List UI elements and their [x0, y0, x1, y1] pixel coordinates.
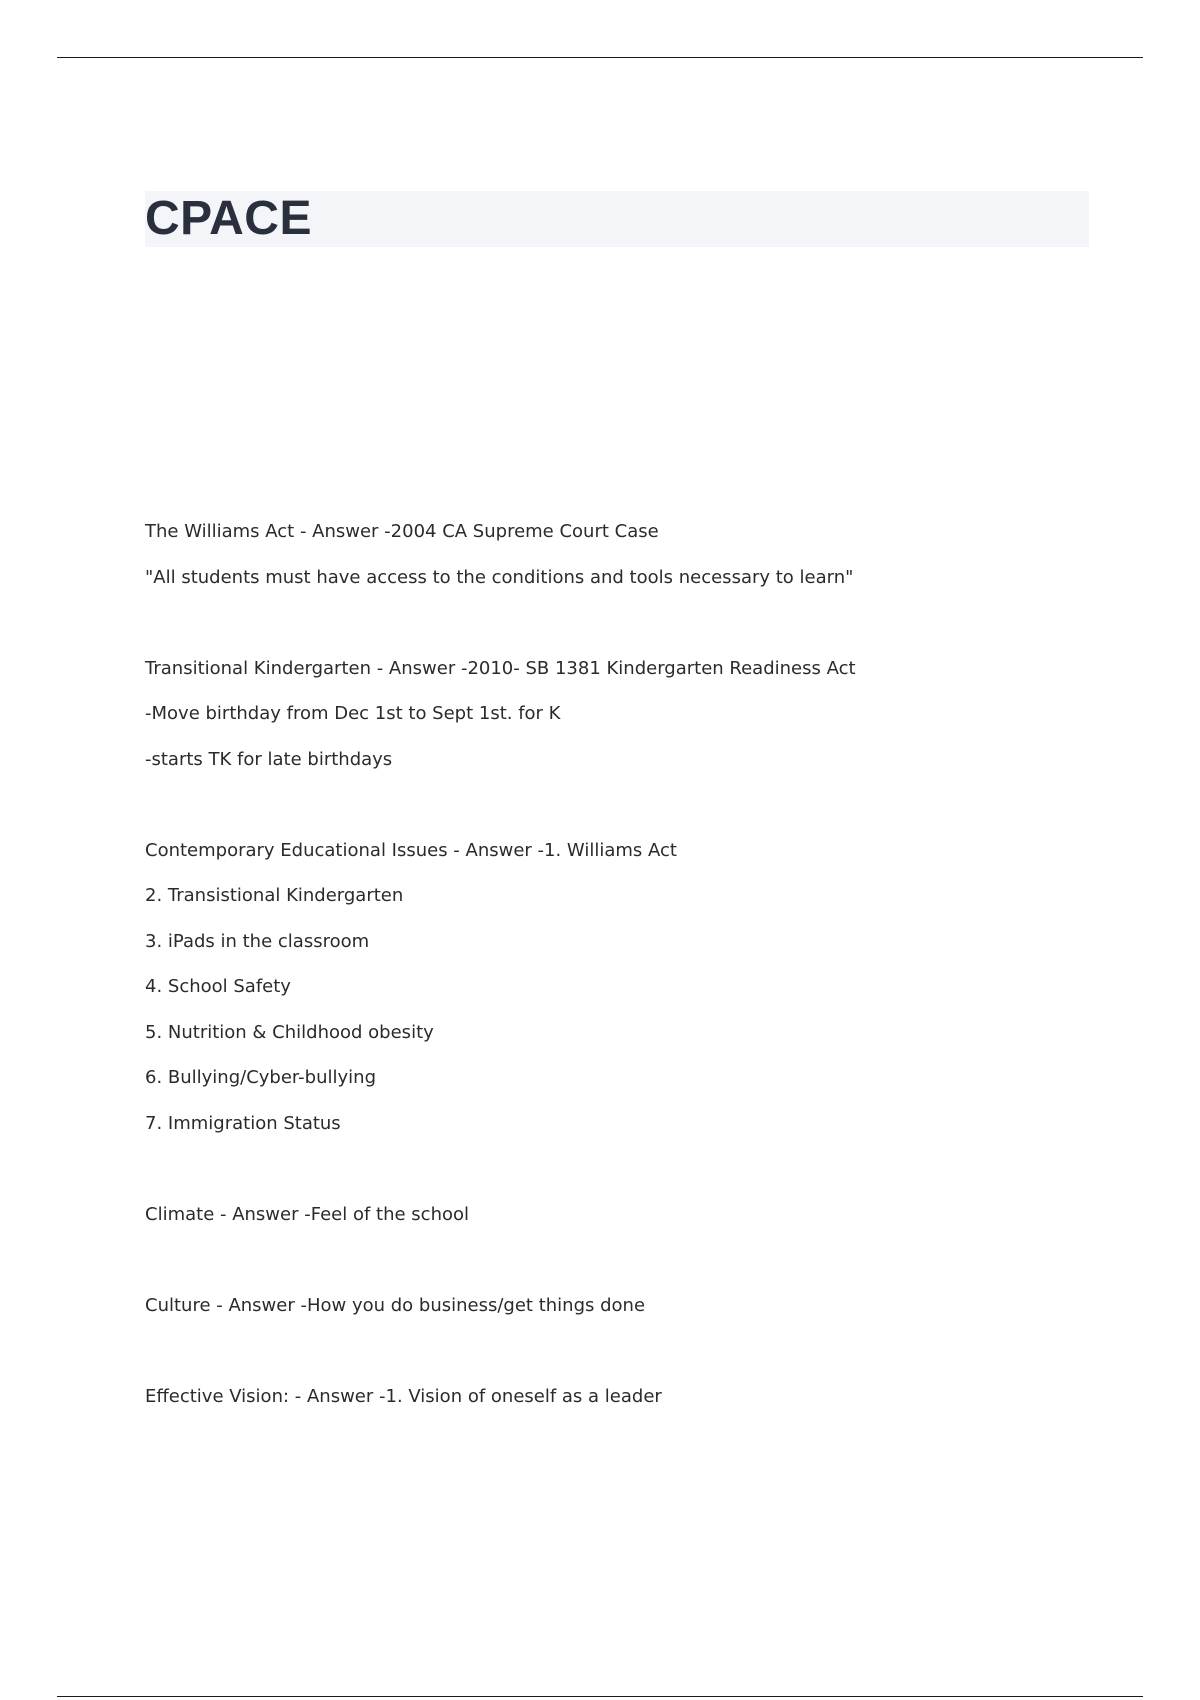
title-band	[145, 191, 1089, 247]
entry-line: "All students must have access to the conditions and tools necessary to learn"	[145, 566, 854, 588]
entry-climate	[145, 1203, 1089, 1249]
entry-effective-vision	[145, 1385, 1089, 1431]
entry-line: 7. Immigration Status	[145, 1112, 341, 1134]
entry-line: Effective Vision: - Answer -1. Vision of oneself as a leader	[145, 1385, 662, 1407]
entry-spacer	[145, 793, 1089, 839]
entry-line: 4. School Safety	[145, 976, 291, 997]
entry-transitional-kindergarten	[145, 657, 1089, 794]
entry-line: 6. Bullying/Cyber-bullying	[145, 1067, 376, 1088]
entry-contemporary-issues	[145, 839, 1089, 1158]
entry-line: Climate - Answer -Feel of the school	[145, 1203, 469, 1225]
footer-rule	[57, 1696, 1143, 1697]
entry-line: 3. iPads in the classroom	[145, 930, 370, 952]
entry-line: Contemporary Educational Issues - Answer -1. Williams Act	[145, 839, 677, 861]
document-title: CPACE	[145, 192, 312, 245]
document-body	[145, 520, 1089, 1430]
entry-line: Culture - Answer -How you do business/get things done	[145, 1294, 646, 1316]
entry-spacer	[145, 1339, 1089, 1385]
entry-line: -starts TK for late birthdays	[145, 748, 393, 770]
entry-line: Transitional Kindergarten - Answer -2010- SB 1381 Kindergarten Readiness Act	[145, 657, 856, 679]
entry-line: The Williams Act - Answer -2004 CA Supreme Court Case	[145, 521, 659, 542]
entry-spacer	[145, 611, 1089, 657]
entry-line: 5. Nutrition & Childhood obesity	[145, 1021, 434, 1043]
entry-line: 2. Transistional Kindergarten	[145, 885, 404, 906]
entry-culture	[145, 1294, 1089, 1340]
entry-spacer	[145, 1248, 1089, 1294]
entry-line: -Move birthday from Dec 1st to Sept 1st. for K	[145, 703, 561, 724]
entry-spacer	[145, 1157, 1089, 1203]
entry-williams-act	[145, 520, 1089, 611]
header-rule	[57, 57, 1143, 58]
